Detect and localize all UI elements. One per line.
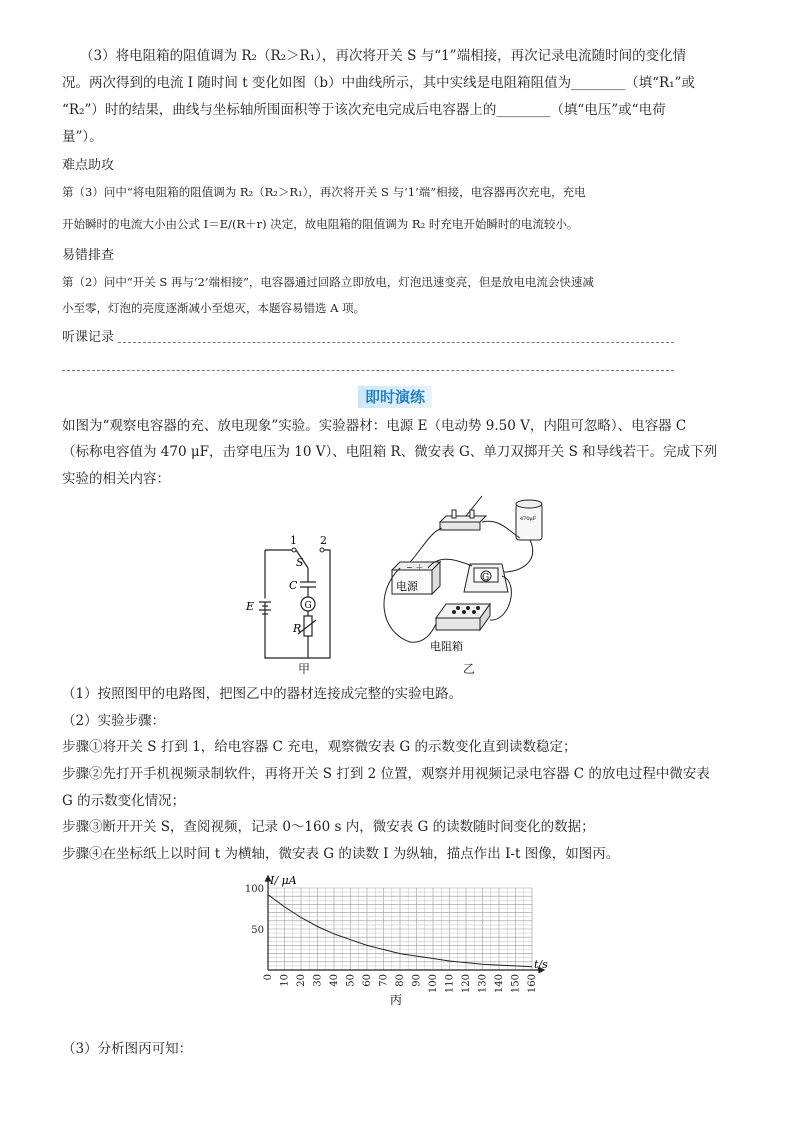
- switch-label: S: [296, 556, 304, 569]
- step-2b: G 的示数变化情况；: [62, 793, 186, 809]
- x-tick-label: 120: [461, 974, 472, 994]
- step-2a: 步骤②先打开手机视频录制软件，再将开关 S 打到 2 位置，观察并用视频记录电容器 C 的放电过程中微安表: [62, 766, 710, 782]
- resistor-label: R: [293, 622, 302, 635]
- power-label: 电源: [396, 580, 418, 593]
- meter-label: G: [482, 573, 490, 583]
- x-tick-label: 70: [378, 974, 390, 987]
- part3-line3: “R₂”）时的结果，曲线与坐标轴所围面积等于该次充电完成后电容器上的________（填“电压”或“电荷: [62, 102, 666, 118]
- notes-line-2: [62, 370, 674, 371]
- difficulty-heading: 难点助攻: [62, 158, 115, 173]
- terminal-1-label: 1: [290, 534, 297, 547]
- capacitor-label: C: [289, 579, 298, 592]
- x-tick-label: 40: [329, 974, 340, 987]
- capacitor-spec: 470μF: [520, 516, 537, 522]
- apparatus-diagram: [370, 492, 570, 662]
- x-tick-label: 50: [345, 974, 357, 987]
- x-tick-label: 80: [395, 974, 406, 987]
- x-axis-label: t/s: [534, 958, 548, 971]
- y-axis-label: I/ μA: [270, 874, 297, 887]
- part3-line1: （3）将电阻箱的阻值调为 R₂（R₂＞R₁），再次将开关 S 与“1”端相接，再次记录电流随时间的变化情: [80, 48, 687, 64]
- notes-line-1: [118, 342, 674, 343]
- x-tick-label: 90: [411, 974, 423, 987]
- mistake-line2: 小至零，灯泡的亮度逐渐减小至熄灭，本题容易错选 A 项。: [62, 301, 366, 315]
- mistake-heading: 易错排查: [62, 248, 115, 263]
- intro-line1: 如图为“观察电容器的充、放电现象”实验。实验器材：电源 E（电动势 9.50 V，内阻可忽略）、电容器 C: [62, 418, 687, 434]
- emf-label: E: [246, 600, 255, 613]
- power-polarity: − ＋: [406, 563, 424, 572]
- x-tick-label: 100: [428, 974, 439, 994]
- difficulty-line1: 第（3）问中“将电阻箱的阻值调为 R₂（R₂＞R₁），再次将开关 S 与‘1’端”相接，电容器再次充电，充电: [62, 185, 586, 199]
- difficulty-line2: 开始瞬时的电流大小由公式 I＝E/(R＋r) 决定，故电阻箱的阻值调为 R₂ 时充电开始瞬时的电流较小。: [62, 217, 579, 231]
- galvanometer-label: G: [304, 601, 312, 611]
- resistor-box-label: 电阻箱: [430, 640, 463, 653]
- x-tick-label: 0: [263, 974, 274, 981]
- step-4: 步骤④在坐标纸上以时间 t 为横轴，微安表 G 的读数 I 为纵轴，描点作出 I-t 图像，如图丙。: [62, 846, 620, 862]
- circuit-diagram: [240, 530, 350, 680]
- step-1: 步骤①将开关 S 打到 1，给电容器 C 充电，观察微安表 G 的示数变化直到读数稳定；: [62, 739, 577, 755]
- x-tick-label: 10: [279, 974, 291, 987]
- x-tick-label: 60: [362, 974, 373, 987]
- x-tick-label: 160: [527, 974, 538, 994]
- x-tick-label: 150: [510, 974, 522, 994]
- question-1: （1）按照图甲的电路图，把图乙中的器材连接成完整的实验电路。: [62, 686, 463, 702]
- part3-line4: 量”）。: [62, 129, 103, 145]
- terminal-2-label: 2: [320, 534, 327, 547]
- intro-line2: （标称电容值为 470 μF，击穿电压为 10 V）、电阻箱 R、微安表 G、单刀双掷开关 S 和导线若干。完成下列: [62, 444, 718, 460]
- practice-banner: 即时演练: [358, 386, 432, 408]
- step-3: 步骤③断开开关 S，查阅视频，记录 0～160 s 内，微安表 G 的读数随时间变化的数据；: [62, 819, 595, 835]
- circuit-caption: 甲: [298, 662, 311, 676]
- x-tick-label: 130: [477, 974, 489, 994]
- y-tick-label: 50: [251, 925, 264, 936]
- x-tick-label: 140: [494, 974, 505, 994]
- x-tick-label: 30: [312, 974, 324, 987]
- current-time-chart: [238, 870, 558, 1010]
- mistake-line1: 第（2）问中“开关 S 再与‘2’端相接”，电容器通过回路立即放电，灯泡迅速变亮，但是放电电流会快速减: [62, 275, 594, 289]
- question-3: （3）分析图丙可知：: [62, 1041, 193, 1057]
- chart-caption: 丙: [390, 993, 403, 1007]
- x-tick-label: 20: [296, 974, 307, 987]
- notes-label: 听课记录: [62, 330, 115, 345]
- apparatus-caption: 乙: [463, 662, 476, 676]
- x-tick-label: 110: [444, 974, 456, 994]
- question-2: （2）实验步骤：: [62, 713, 166, 729]
- y-tick-label: 100: [244, 884, 264, 895]
- part3-line2: 况。两次得到的电流 I 随时间 t 变化如图（b）中曲线所示，其中实线是电阻箱阻值为________（填“R₁”或: [62, 75, 695, 91]
- intro-line3: 实验的相关内容：: [62, 471, 170, 487]
